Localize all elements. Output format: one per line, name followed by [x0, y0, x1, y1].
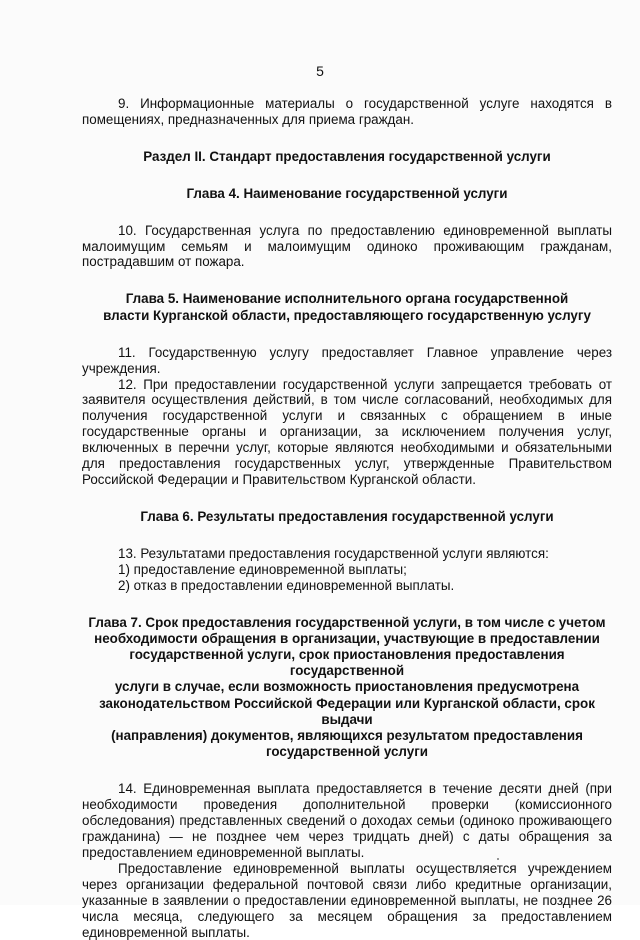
paragraph-14-continued: Предоставление единовременной выплаты осуществляется учреждением через организации федеральной почтовой связи либо кредитные организации, указанные в заявлении о предоставлении единовременной выплаты, не позднее 26 числа месяца, следующего за месяцем обращения за предоставлением единовременной выплаты. — [82, 860, 612, 940]
chapter-6-heading: Глава 6. Результаты предоставления государственной услуги — [140, 508, 554, 524]
paragraph-9: 9. Информационные материалы о государственной услуге находятся в помещениях, предназначенных для приема граждан. — [82, 96, 612, 127]
chapter-5-heading-line: Глава 5. Наименование исполнительного органа государственной — [125, 291, 569, 307]
list-item: 1) предоставление единовременной выплаты; — [118, 561, 407, 577]
paragraph-13: 13. Результатами предоставления государственной услуги являются: — [118, 545, 549, 561]
list-item: 2) отказ в предоставлении единовременной выплаты. — [118, 577, 455, 593]
chapter-7-heading-line: необходимости обращения в организации, участвующие в предоставлении — [94, 630, 600, 646]
chapter-7-heading-line: Глава 7. Срок предоставления государственной услуги, в том числе с учетом — [88, 614, 606, 630]
chapter-7-heading-line: услуги в случае, если возможность приостановления предусмотрена — [114, 679, 580, 695]
chapter-7-heading-line: государственной услуги — [265, 744, 429, 760]
scan-speck — [497, 858, 499, 860]
chapter-4-heading: Глава 4. Наименование государственной услуги — [186, 185, 508, 201]
paragraph-10: 10. Государственная услуга по предоставлению единовременной выплаты малоимущим семьям и малоимущим одиноко проживающим гражданам, пострадавшим от пожара. — [82, 222, 612, 270]
chapter-5-heading — [82, 291, 612, 323]
chapter-7-heading — [82, 615, 612, 761]
section-2-heading: Раздел II. Стандарт предоставления государственной услуги — [143, 148, 551, 164]
document-body — [82, 96, 612, 940]
chapter-7-heading-line: (направления) документов, являющихся результатом предоставления — [111, 727, 583, 743]
chapter-5-heading-line: власти Курганской области, предоставляющего государственную услугу — [103, 307, 591, 323]
paragraph-12: 12. При предоставлении государственной услуги запрещается требовать от заявителя осуществления действий, в том числе согласований, необходимых для получения государственной услуги и связанных с обращением в иные государственные органы и организации, за исключением получения услуг, включенных в перечни услуг, которые являются необходимыми и обязательными для предоставления государственных услуг, утвержденные Правительством Российской Федерации и Правительством Курганской области. — [82, 376, 612, 487]
chapter-7-heading-line: законодательством Российской Федерации или Курганской области, срок выдачи — [99, 695, 595, 727]
page-number: 5 — [316, 63, 324, 79]
paragraph-14: 14. Единовременная выплата предоставляется в течение десяти дней (при необходимости проведения дополнительной проверки (комиссионного обследования) представленных сведений о доходах семьи (одиноко проживающего гражданина) — не позднее чем через тридцать дней) с даты обращения за предоставлением единовременной выплаты. — [82, 781, 612, 860]
paragraph-11: 11. Государственную услугу предоставляет Главное управление через учреждения. — [82, 344, 612, 376]
chapter-7-heading-line: государственной услуги, срок приостановления предоставления государственной — [129, 646, 565, 679]
